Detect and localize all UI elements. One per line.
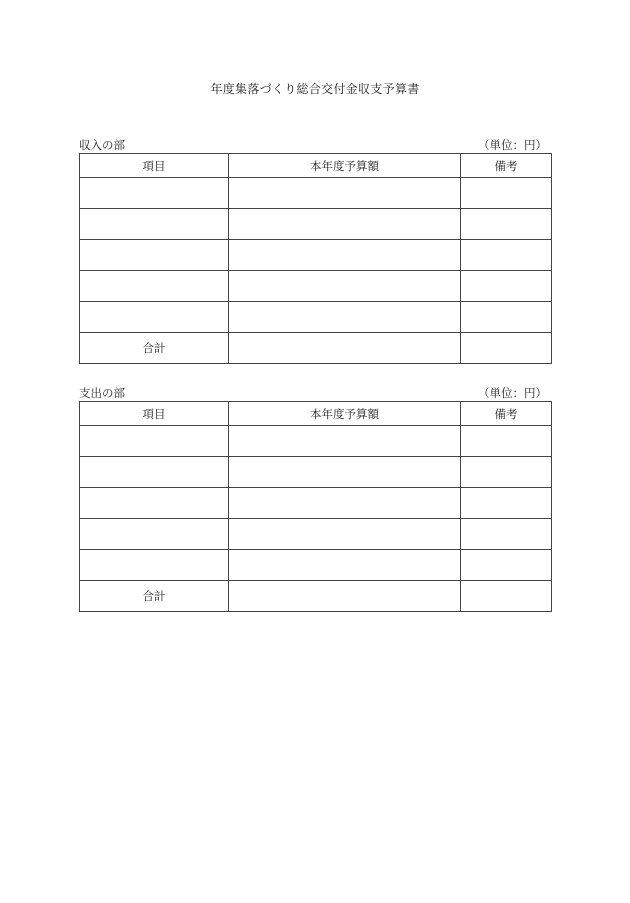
income-item-cell[interactable] — [80, 209, 229, 240]
income-section — [79, 137, 551, 364]
income-section-header — [79, 137, 551, 153]
income-total-amount[interactable] — [229, 333, 461, 364]
income-remarks-cell[interactable] — [461, 209, 552, 240]
income-remarks-cell[interactable] — [461, 302, 552, 333]
table-row — [80, 426, 552, 457]
expenditure-section-label: 支出の部 — [79, 386, 125, 400]
expenditure-item-cell[interactable] — [80, 488, 229, 519]
income-total-label: 合計 — [80, 333, 229, 364]
table-row — [80, 209, 552, 240]
expenditure-section-header — [79, 385, 551, 401]
income-budget-cell[interactable] — [229, 302, 461, 333]
expenditure-budget-cell[interactable] — [229, 426, 461, 457]
expenditure-remarks-cell[interactable] — [461, 550, 552, 581]
expenditure-remarks-cell[interactable] — [461, 488, 552, 519]
table-row — [80, 178, 552, 209]
income-col-budget: 本年度予算額 — [229, 154, 461, 178]
table-row — [80, 240, 552, 271]
expenditure-remarks-cell[interactable] — [461, 519, 552, 550]
income-total-row — [80, 333, 552, 364]
income-col-remarks: 備考 — [461, 154, 552, 178]
income-remarks-cell[interactable] — [461, 271, 552, 302]
expenditure-item-cell[interactable] — [80, 426, 229, 457]
expenditure-total-amount[interactable] — [229, 581, 461, 612]
table-row — [80, 271, 552, 302]
expenditure-total-row — [80, 581, 552, 612]
income-budget-cell[interactable] — [229, 209, 461, 240]
expenditure-total-remarks[interactable] — [461, 581, 552, 612]
expenditure-remarks-cell[interactable] — [461, 426, 552, 457]
expenditure-item-cell[interactable] — [80, 550, 229, 581]
income-col-item: 項目 — [80, 154, 229, 178]
income-budget-cell[interactable] — [229, 240, 461, 271]
expenditure-item-cell[interactable] — [80, 457, 229, 488]
income-budget-cell[interactable] — [229, 178, 461, 209]
table-row — [80, 457, 552, 488]
table-row — [80, 550, 552, 581]
income-unit-label: （単位：円） — [478, 138, 547, 152]
expenditure-budget-cell[interactable] — [229, 519, 461, 550]
income-total-remarks[interactable] — [461, 333, 552, 364]
income-item-cell[interactable] — [80, 178, 229, 209]
income-remarks-cell[interactable] — [461, 240, 552, 271]
expenditure-header-row — [80, 402, 552, 426]
expenditure-unit-label: （単位：円） — [478, 386, 547, 400]
income-header-row — [80, 154, 552, 178]
income-budget-cell[interactable] — [229, 271, 461, 302]
income-remarks-cell[interactable] — [461, 178, 552, 209]
income-item-cell[interactable] — [80, 302, 229, 333]
expenditure-total-label: 合計 — [80, 581, 229, 612]
expenditure-table — [79, 401, 552, 612]
income-item-cell[interactable] — [80, 240, 229, 271]
expenditure-col-budget: 本年度予算額 — [229, 402, 461, 426]
expenditure-section — [79, 385, 551, 612]
expenditure-budget-cell[interactable] — [229, 457, 461, 488]
expenditure-budget-cell[interactable] — [229, 550, 461, 581]
expenditure-remarks-cell[interactable] — [461, 457, 552, 488]
income-item-cell[interactable] — [80, 271, 229, 302]
document-title: 年度集落づくり総合交付金収支予算書 — [210, 82, 420, 96]
expenditure-col-remarks: 備考 — [461, 402, 552, 426]
expenditure-col-item: 項目 — [80, 402, 229, 426]
table-row — [80, 519, 552, 550]
expenditure-budget-cell[interactable] — [229, 488, 461, 519]
table-row — [80, 488, 552, 519]
income-table — [79, 153, 552, 364]
expenditure-item-cell[interactable] — [80, 519, 229, 550]
income-section-label: 収入の部 — [79, 138, 125, 152]
table-row — [80, 302, 552, 333]
